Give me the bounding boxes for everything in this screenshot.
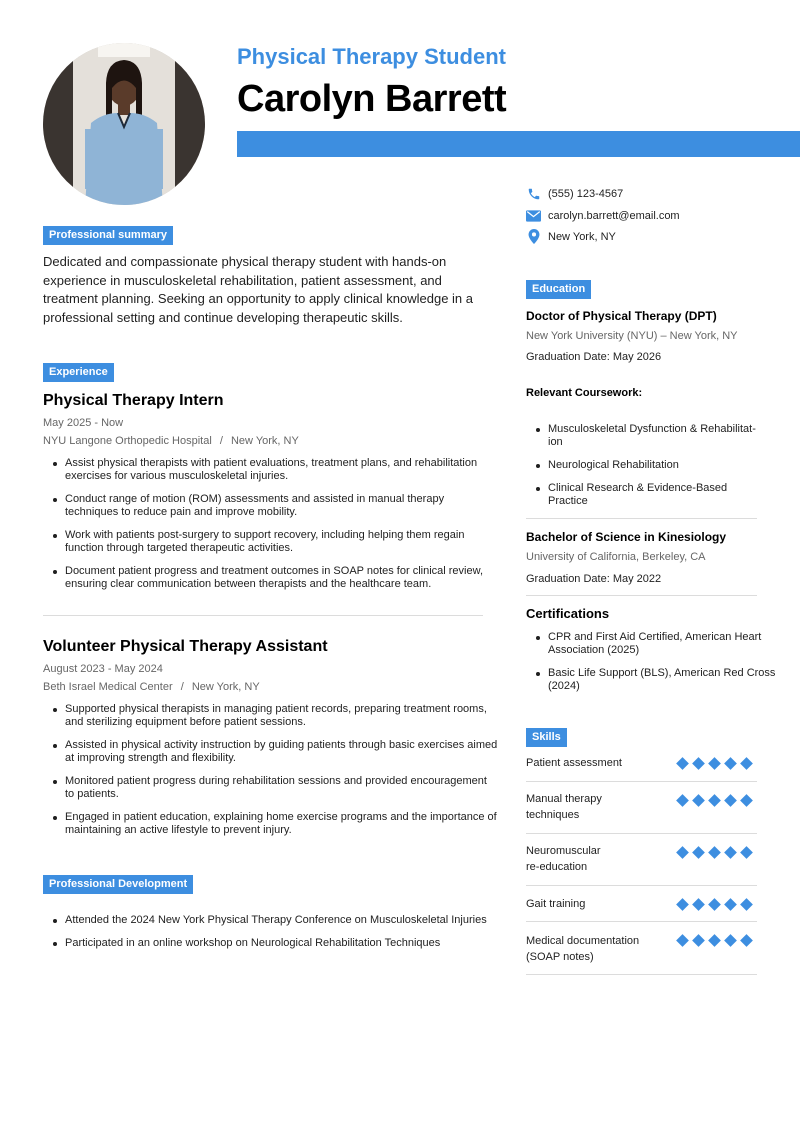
experience-title: Volunteer Physical Therapy Assistant (43, 638, 328, 655)
list-item: Engaged in patient education, explaining home exercise programs and the importance of maintaining an active lifestyle to prevent injury. (43, 811, 498, 837)
section-tag-skills: Skills (526, 728, 567, 747)
profile-photo (43, 43, 205, 205)
experience-location: New York, NY (230, 435, 299, 447)
rating-diamond-filled (740, 757, 753, 770)
experience-org: NYU Langone Orthopedic Hospital (43, 435, 212, 447)
rating-diamond-filled (708, 794, 721, 807)
experience-org-line (43, 435, 498, 447)
degree-title: Bachelor of Science in Kinesiology (526, 530, 727, 544)
summary-text: Dedicated and compassionate physical therapy student with hands-on experience in musculoskeletal rehabilitation, patient assessment, and treatment planning. Seeking an opportunity to apply clinical knowledge in a professional setting and continue developing therapeutic skills. (43, 254, 473, 325)
skill-rating (676, 846, 753, 859)
school-name: University of California, Berkeley, CA (526, 551, 706, 563)
phone-number: (555) 123-4567 (548, 187, 624, 200)
rating-diamond-filled (724, 934, 737, 947)
skill-rating (676, 898, 753, 911)
education-divider (526, 595, 757, 596)
list-item: Assist physical therapists with patient evaluations, treatment plans, and rehabilitation exercises for various musculoskeletal injuries. (43, 457, 498, 483)
school-name: New York University (NYU) – New York, NY (526, 330, 738, 342)
location-pin-icon (526, 229, 541, 244)
rating-diamond-filled (708, 898, 721, 911)
skill-rating (676, 934, 753, 947)
certifications-list (526, 631, 776, 703)
list-item: Conduct range of motion (ROM) assessments and assisted in manual therapy techniques to reduce pain and improve mobility. (43, 493, 498, 519)
list-item: Assisted in physical activity instruction by guiding patients through basic exercises aimed at improving strength and flexibility. (43, 739, 498, 765)
experience-item (43, 638, 498, 847)
rating-diamond-filled (708, 757, 721, 770)
section-tag-education: Education (526, 280, 591, 299)
list-item: Document patient progress and treatment outcomes in SOAP notes for clinical review, ensuring clear communication between therapists and the healthcare team. (43, 565, 498, 591)
list-item: CPR and First Aid Certified, American Heart Association (2025) (526, 631, 776, 657)
experience-bullets (43, 457, 498, 591)
rating-diamond-filled (740, 846, 753, 859)
list-item: Basic Life Support (BLS), American Red Cross (2024) (526, 667, 776, 693)
list-item: Monitored patient progress during rehabilitation sessions and provided encouragement to patients. (43, 775, 498, 801)
experience-org-line (43, 681, 498, 693)
header-accent-bar (237, 131, 800, 157)
contact-location (526, 229, 616, 244)
location-text: New York, NY (548, 230, 616, 243)
rating-diamond-filled (692, 794, 705, 807)
section-tag-summary: Professional summary (43, 226, 173, 245)
rating-diamond-filled (724, 794, 737, 807)
rating-diamond-filled (676, 898, 689, 911)
graduation-date: Graduation Date: May 2022 (526, 573, 662, 585)
job-title: Physical Therapy Student (237, 44, 506, 69)
skill-rating (676, 794, 753, 807)
rating-diamond-filled (740, 934, 753, 947)
rating-diamond-filled (724, 898, 737, 911)
candidate-name: Carolyn Barrett (237, 78, 507, 120)
email-address: carolyn.barrett@email.com (548, 209, 680, 222)
development-list (43, 914, 498, 960)
skill-name: Manual therapy techniques (526, 793, 602, 821)
rating-diamond-filled (676, 934, 689, 947)
coursework-list (526, 423, 766, 518)
coursework-label: Relevant Coursework: (526, 387, 643, 399)
experience-title: Physical Therapy Intern (43, 392, 224, 409)
experience-separator: / (180, 681, 184, 693)
section-tag-development: Professional Development (43, 875, 193, 894)
rating-diamond-filled (692, 846, 705, 859)
skill-name: Medical documentation (SOAP notes) (526, 935, 640, 963)
experience-bullets (43, 703, 498, 837)
skill-row (526, 922, 757, 975)
experience-location: New York, NY (191, 681, 260, 693)
experience-dates: August 2023 - May 2024 (43, 663, 163, 675)
experience-divider (43, 615, 483, 616)
rating-diamond-filled (692, 934, 705, 947)
experience-separator: / (219, 435, 223, 447)
list-item: Supported physical therapists in managing patient records, preparing treatment rooms, and sterilizing equipment before patient sessions. (43, 703, 498, 729)
section-tag-experience: Experience (43, 363, 114, 382)
list-item: Neurological Rehabilitation (526, 459, 766, 472)
rating-diamond-filled (708, 934, 721, 947)
rating-diamond-filled (708, 846, 721, 859)
skill-rating (676, 757, 753, 770)
list-item: Work with patients post-surgery to support recovery, including helping them regain function through targeted therapeutic activities. (43, 529, 498, 555)
rating-diamond-filled (740, 794, 753, 807)
email-icon (526, 208, 541, 223)
list-item: Musculoskeletal Dysfunction & Rehabilitat- ion (526, 423, 766, 449)
rating-diamond-filled (676, 757, 689, 770)
list-item: Attended the 2024 New York Physical Therapy Conference on Musculoskeletal Injuries (43, 914, 498, 927)
skill-name: Neuromuscular re-education (526, 845, 601, 873)
skill-row (526, 886, 757, 922)
skill-name: Patient assessment (526, 757, 622, 769)
certifications-heading: Certifications (526, 606, 610, 621)
graduation-date: Graduation Date: May 2026 (526, 351, 662, 363)
phone-icon (526, 186, 541, 201)
experience-org: Beth Israel Medical Center (43, 681, 173, 693)
experience-item (43, 392, 498, 601)
rating-diamond-filled (676, 846, 689, 859)
education-divider (526, 518, 757, 519)
experience-dates: May 2025 - Now (43, 417, 124, 429)
rating-diamond-filled (724, 846, 737, 859)
rating-diamond-filled (724, 757, 737, 770)
profile-photo-illustration (43, 43, 205, 205)
skill-row (526, 749, 757, 782)
contact-email (526, 208, 680, 223)
contact-phone (526, 186, 623, 201)
list-item: Participated in an online workshop on Neurological Rehabilitation Techniques (43, 937, 498, 950)
rating-diamond-filled (676, 794, 689, 807)
skill-name: Gait training (526, 898, 586, 910)
skill-row (526, 834, 757, 886)
list-item: Clinical Research & Evidence-Based Practice (526, 482, 766, 508)
skill-row (526, 782, 757, 834)
rating-diamond-filled (740, 898, 753, 911)
degree-title: Doctor of Physical Therapy (DPT) (526, 309, 717, 323)
rating-diamond-filled (692, 898, 705, 911)
rating-diamond-filled (692, 757, 705, 770)
